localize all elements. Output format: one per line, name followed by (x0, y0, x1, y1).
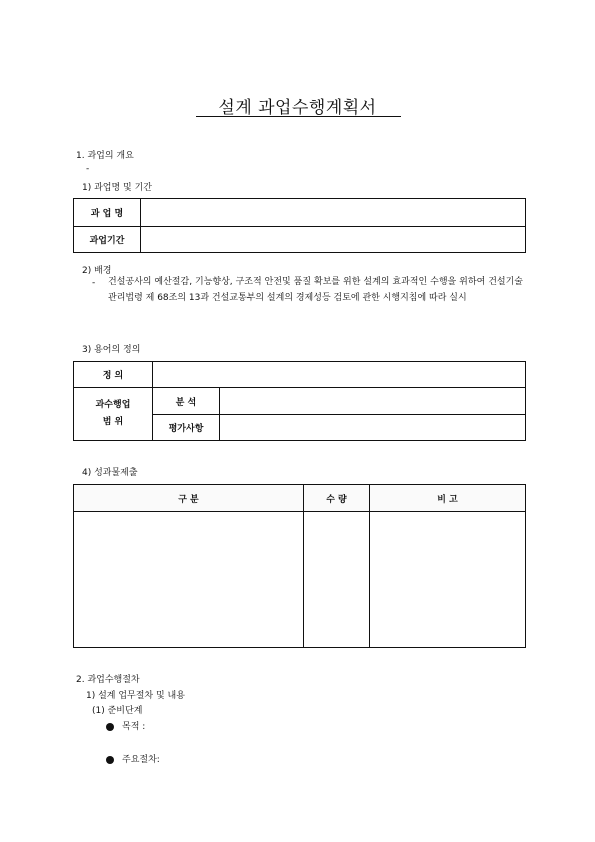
bullet-purpose (106, 719, 145, 732)
evaluation-value[interactable] (220, 415, 526, 441)
background-paragraph: 건설공사의 예산절감, 기능향상, 구조적 안전및 품질 확보를 위한 설계의 효과적인 수행을 위하여 건설기술관리법령 제 68조의 13과 건설교통부의 설계의 경제성등 검토에 관한 시행지침에 따라 실시 (108, 277, 523, 303)
project-period-label: 과업기간 (74, 227, 141, 253)
document-title: 설계 과업수행계획서 (218, 98, 377, 118)
analysis-label: 분 석 (153, 388, 220, 415)
bullet-main-procedure (106, 752, 160, 765)
sub4-heading: 4) 성과물제출 (82, 468, 138, 478)
bullet-purpose-text: 목적 : (122, 722, 146, 732)
definition-table (73, 361, 526, 441)
bullet-main-procedure-text: 주요절차: (122, 755, 160, 765)
quantity-cell[interactable] (304, 512, 370, 648)
project-name-label: 과 업 명 (74, 199, 141, 227)
bullet-dot-icon (106, 723, 114, 731)
bullet-dot-icon (106, 756, 114, 764)
column-category: 구 분 (74, 485, 304, 512)
scope-label-line2: 범 위 (102, 417, 124, 427)
column-quantity: 수 량 (304, 485, 370, 512)
scope-label (74, 388, 153, 441)
section2-heading: 2. 과업수행절차 (76, 675, 140, 685)
project-info-table (73, 198, 526, 253)
project-period-value[interactable] (141, 227, 526, 253)
column-remarks: 비 고 (370, 485, 526, 512)
category-cell[interactable] (74, 512, 304, 648)
sub3-heading: 3) 용어의 정의 (82, 345, 141, 355)
sub2-dash: - (92, 278, 96, 288)
project-name-value[interactable] (141, 199, 526, 227)
section2-sub1-heading: 1) 설계 업무절차 및 내용 (86, 691, 185, 701)
analysis-value[interactable] (220, 388, 526, 415)
title-underline (196, 116, 401, 117)
evaluation-label: 평가사항 (153, 415, 220, 441)
scope-label-line1: 과수행업 (95, 400, 131, 410)
definition-label: 정 의 (74, 362, 153, 388)
section1-dash: - (86, 164, 90, 174)
deliverables-table (73, 484, 526, 648)
section1-heading: 1. 과업의 개요 (76, 151, 134, 161)
sub2-heading: 2) 배경 (82, 266, 112, 276)
prep-stage-heading: (1) 준비단계 (92, 706, 143, 716)
sub1-heading: 1) 과업명 및 기간 (82, 183, 152, 193)
remarks-cell[interactable] (370, 512, 526, 648)
definition-value[interactable] (153, 362, 526, 388)
